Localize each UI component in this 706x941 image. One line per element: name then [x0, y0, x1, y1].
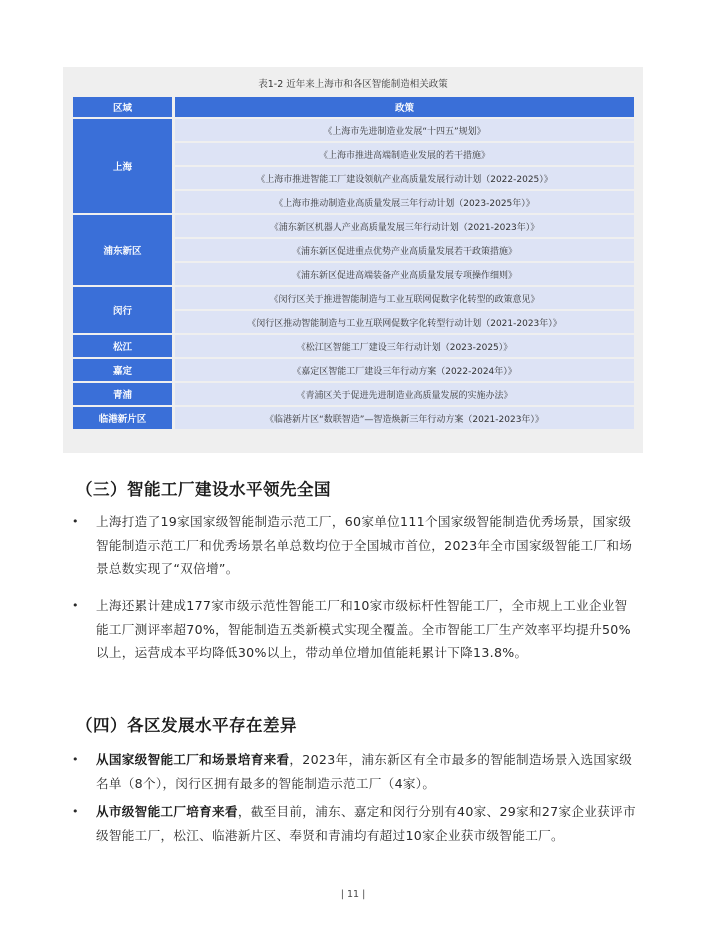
section-3-bullet-2: [72, 594, 636, 665]
bullet-dot: •: [72, 599, 79, 612]
bullet-dot: •: [72, 515, 79, 528]
region-cell: 临港新片区: [73, 407, 175, 429]
bullet-dot: •: [72, 753, 79, 766]
policy-cell: 《上海市推进高端制造业发展的若干措施》: [175, 143, 634, 165]
section-4-bullet-1: [72, 748, 636, 795]
table-row: [73, 287, 634, 309]
policy-cell: 《青浦区关于促进先进制造业高质量发展的实施办法》: [175, 383, 634, 405]
section-4-bullet-2: [72, 800, 636, 847]
page-number: | 11 |: [340, 889, 366, 900]
table-caption: 表1-2 近年来上海市和各区智能制造相关政策: [258, 79, 448, 90]
table-row: [73, 407, 634, 429]
bullet-lead: 从市级智能工厂培育来看: [96, 804, 238, 819]
policy-cell: 《浦东新区促进高端装备产业高质量发展专项操作细则》: [175, 263, 634, 285]
policy-cell: 《临港新片区“数联智造”—智造焕新三年行动方案（2021-2023年）》: [175, 407, 634, 429]
bullet-text: ，截至目前，浦东、嘉定和闵行分别有40家、29家和27家企业获评市级智能工厂，松江、临港新片区、奉贤和青浦均有超过10家企业获市级智能工厂。: [96, 804, 636, 843]
region-cell: 上海: [73, 119, 175, 213]
table-header-row: [73, 97, 634, 117]
table-row: [73, 359, 634, 381]
section-3-title: （三）智能工厂建设水平领先全国: [76, 480, 331, 499]
policy-cell: 《浦东新区促进重点优势产业高质量发展若干政策措施》: [175, 239, 634, 261]
header-region: 区域: [73, 97, 175, 117]
table-row: [73, 335, 634, 357]
section-3-bullet-1: [72, 510, 636, 581]
table-row: [73, 119, 634, 141]
policy-table-body: [73, 119, 634, 429]
policy-table: [73, 95, 634, 431]
bullet-text: ，2023年，浦东新区有全市最多的智能制造场景入选国家级名单（8个），闵行区拥有最多的智能制造示范工厂（4家）。: [96, 752, 633, 791]
bullet-dot: •: [72, 805, 79, 818]
policy-cell: 《上海市推进智能工厂建设领航产业高质量发展行动计划（2022-2025）》: [175, 167, 634, 189]
table-row: [73, 383, 634, 405]
header-policy: 政策: [175, 97, 634, 117]
region-cell: 嘉定: [73, 359, 175, 381]
table-row: [73, 215, 634, 237]
bullet-text: 上海还累计建成177家市级示范性智能工厂和10家市级标杆性智能工厂，全市规上工业企业智能工厂测评率超70%，智能制造五类新模式实现全覆盖。全市智能工厂生产效率平均提升50%以上，运营成本平均降低30%以上，带动单位增加值能耗累计下降13.8%。: [96, 598, 631, 660]
policy-cell: 《松江区智能工厂建设三年行动计划（2023-2025）》: [175, 335, 634, 357]
bullet-text: 上海打造了19家国家级智能制造示范工厂，60家单位111个国家级智能制造优秀场景，国家级智能制造示范工厂和优秀场景名单总数均位于全国城市首位，2023年全市国家级智能工厂和场景总数实现了“双倍增”。: [96, 514, 633, 576]
region-cell: 松江: [73, 335, 175, 357]
region-cell: 浦东新区: [73, 215, 175, 285]
section-4-title: （四）各区发展水平存在差异: [76, 716, 297, 735]
region-cell: 闵行: [73, 287, 175, 333]
policy-cell: 《嘉定区智能工厂建设三年行动方案（2022-2024年）》: [175, 359, 634, 381]
policy-cell: 《闵行区关于推进智能制造与工业互联网促数字化转型的政策意见》: [175, 287, 634, 309]
bullet-lead: 从国家级智能工厂和场景培育来看: [96, 752, 290, 767]
policy-cell: 《上海市推动制造业高质量发展三年行动计划（2023-2025年）》: [175, 191, 634, 213]
region-cell: 青浦: [73, 383, 175, 405]
policy-cell: 《上海市先进制造业发展“十四五”规划》: [175, 119, 634, 141]
policy-table-panel: [63, 67, 643, 453]
policy-cell: 《闵行区推动智能制造与工业互联网促数字化转型行动计划（2021-2023年）》: [175, 311, 634, 333]
policy-cell: 《浦东新区机器人产业高质量发展三年行动计划（2021-2023年）》: [175, 215, 634, 237]
